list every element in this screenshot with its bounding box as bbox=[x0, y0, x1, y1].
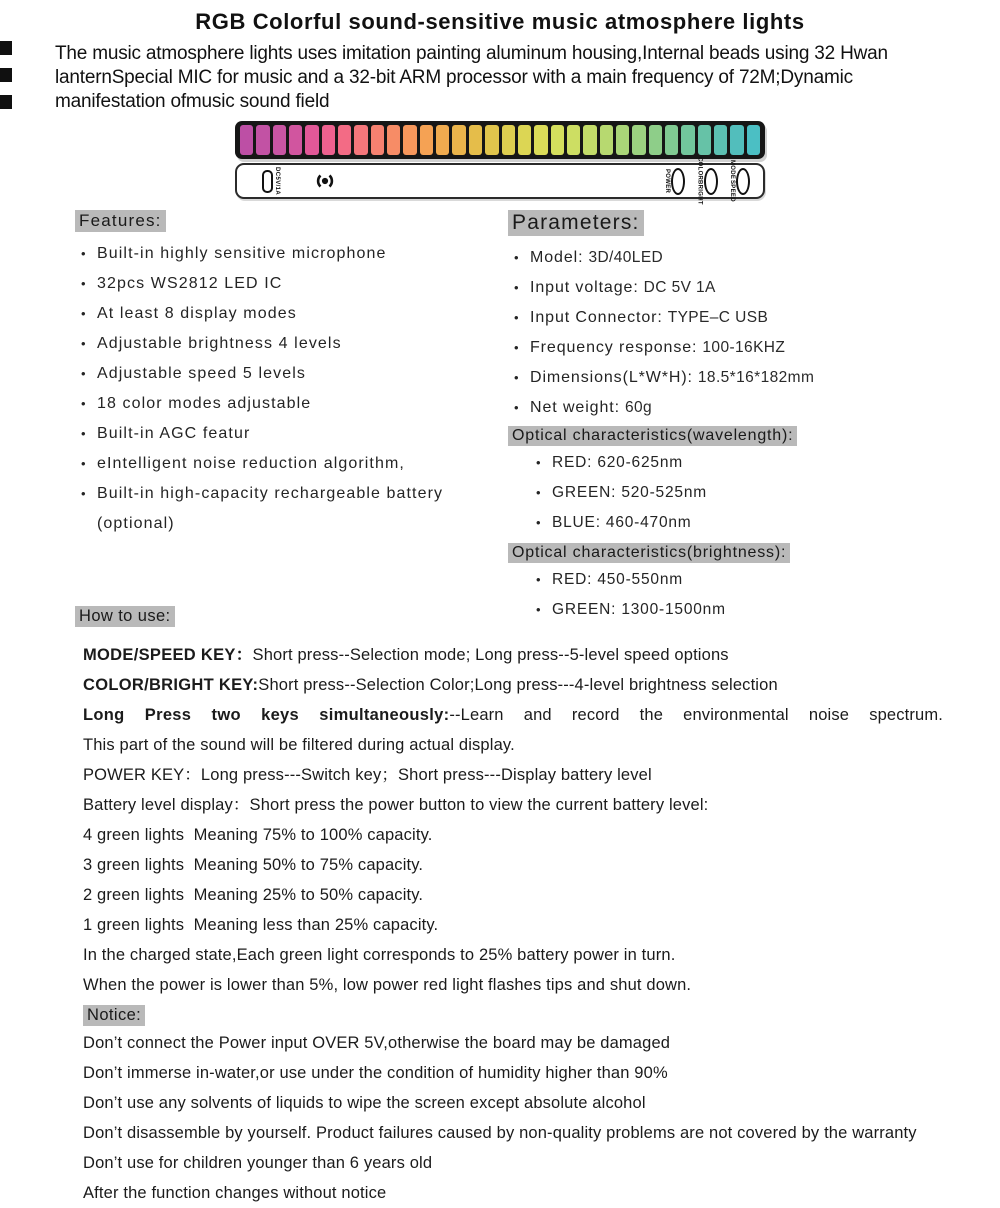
parameter-value: 100-16KHZ bbox=[702, 339, 786, 356]
feature-item-text: Built-in high-capacity rechargeable battery (optional) bbox=[97, 485, 444, 532]
parameter-value: 60g bbox=[624, 399, 653, 416]
led-segment bbox=[256, 125, 269, 155]
led-segment bbox=[240, 125, 253, 155]
device-button-label-line: COLOR bbox=[696, 157, 703, 181]
how-to-use-line-text: This part of the sound will be filtered during actual display. bbox=[83, 736, 515, 754]
bullet-icon: • bbox=[81, 246, 87, 261]
led-segment bbox=[632, 125, 645, 155]
notice-line: Don’t immerse in-water,or use under the condition of humidity higher than 90% bbox=[83, 1064, 668, 1082]
led-segment bbox=[420, 125, 433, 155]
led-segment bbox=[681, 125, 694, 155]
how-to-use-line-text: Battery level display：Short press the power button to view the current battery level: bbox=[83, 796, 709, 814]
feature-item-text: Adjustable speed 5 levels bbox=[97, 365, 306, 382]
how-to-use-line-lead: MODE/SPEED KEY： bbox=[83, 646, 253, 664]
notice-line: Don’t connect the Power input OVER 5V,otherwise the board may be damaged bbox=[83, 1034, 671, 1052]
control-panel bbox=[235, 157, 765, 205]
bullet-icon: • bbox=[514, 250, 520, 265]
parameter-item bbox=[508, 393, 970, 423]
feature-item-text: 18 color modes adjustable bbox=[97, 395, 312, 412]
how-to-use-line bbox=[83, 670, 943, 700]
optical-wavelength-item bbox=[530, 508, 970, 538]
led-segment bbox=[469, 125, 482, 155]
parameter-item bbox=[508, 273, 970, 303]
how-to-use-line-text: When the power is lower than 5%, low power red light flashes tips and shut down. bbox=[83, 976, 692, 994]
features-column bbox=[75, 210, 508, 627]
led-segment bbox=[714, 125, 727, 155]
parameter-item bbox=[508, 363, 970, 393]
led-segment bbox=[354, 125, 367, 155]
feature-item-text: Adjustable brightness 4 levels bbox=[97, 335, 342, 352]
feature-item-text: Built-in AGC featur bbox=[97, 425, 251, 442]
feature-item-text: eIntelligent noise reduction algorithm, bbox=[97, 455, 405, 472]
led-segment bbox=[436, 125, 449, 155]
notice-line: Don’t use any solvents of liquids to wipe the screen except absolute alcohol bbox=[83, 1094, 646, 1112]
page-title: RGB Colorful sound-sensitive music atmosphere lights bbox=[195, 9, 805, 34]
parameter-item-text bbox=[530, 393, 652, 423]
parameter-item-text bbox=[530, 363, 814, 393]
optical-brightness-item-text: RED: 450-550nm bbox=[552, 571, 683, 588]
how-to-use-line-text: --Learn and record the environmental noise spectrum. bbox=[449, 706, 943, 724]
parameter-label: Input voltage: bbox=[530, 279, 639, 296]
led-segment bbox=[502, 125, 515, 155]
how-to-use-heading: How to use: bbox=[75, 606, 175, 627]
bullet-icon: • bbox=[514, 280, 520, 295]
device-button-oval bbox=[736, 168, 750, 195]
parameter-label: Net weight: bbox=[530, 399, 620, 416]
how-to-use-line bbox=[83, 790, 943, 820]
parameter-label: Input Connector: bbox=[530, 309, 663, 326]
bullet-icon: • bbox=[81, 396, 87, 411]
parameters-list bbox=[508, 243, 970, 423]
led-segment bbox=[616, 125, 629, 155]
parameter-item-text bbox=[530, 303, 768, 333]
device-button-label-line: SPEED bbox=[729, 179, 735, 202]
bullet-icon: • bbox=[536, 485, 542, 500]
notice-heading-row bbox=[83, 1005, 1000, 1026]
optical-wavelength-heading: Optical characteristics(wavelength): bbox=[508, 426, 797, 446]
spec-columns bbox=[75, 210, 1000, 627]
led-segment bbox=[273, 125, 286, 155]
feature-item-text: At least 8 display modes bbox=[97, 305, 297, 322]
device-button-oval bbox=[671, 168, 685, 195]
led-segment bbox=[583, 125, 596, 155]
led-segment bbox=[452, 125, 465, 155]
how-to-use-line-text: In the charged state,Each green light corresponds to 25% battery power in turn. bbox=[83, 946, 676, 964]
led-segment bbox=[567, 125, 580, 155]
bullet-icon: • bbox=[81, 276, 87, 291]
led-segment bbox=[289, 125, 302, 155]
feature-item bbox=[75, 299, 508, 329]
how-to-use-line-text: 2 green lights Meaning 25% to 50% capacity. bbox=[83, 886, 424, 904]
how-to-use-line-text: POWER KEY：Long press---Switch key；Short press---Display battery level bbox=[83, 766, 652, 784]
bullet-icon: • bbox=[81, 456, 87, 471]
notice-line: Don’t disassemble by yourself. Product failures caused by non-quality problems are not covered by the warranty bbox=[83, 1124, 917, 1142]
notice-body bbox=[83, 1028, 963, 1208]
parameter-value: 18.5*16*182mm bbox=[697, 369, 815, 386]
optical-brightness-heading: Optical characteristics(brightness): bbox=[508, 543, 790, 563]
bullet-icon: • bbox=[514, 400, 520, 415]
how-to-use-line bbox=[83, 850, 943, 880]
optical-wavelength-item-text: GREEN: 520-525nm bbox=[552, 484, 707, 501]
how-to-use-body bbox=[83, 640, 943, 1000]
led-segment bbox=[698, 125, 711, 155]
led-segment bbox=[649, 125, 662, 155]
feature-item bbox=[75, 269, 508, 299]
optical-brightness-item bbox=[530, 595, 970, 625]
bullet-icon: • bbox=[514, 340, 520, 355]
how-to-use-line-lead: COLOR/BRIGHT KEY: bbox=[83, 676, 259, 694]
parameter-item bbox=[508, 243, 970, 273]
feature-item bbox=[75, 239, 508, 269]
how-to-use-line bbox=[83, 970, 943, 1000]
parameter-value: 3D/40LED bbox=[588, 249, 664, 266]
how-to-use-line bbox=[83, 760, 943, 790]
optical-brightness-item bbox=[530, 565, 970, 595]
parameter-item-text bbox=[530, 333, 785, 363]
how-to-use-line-lead: Long Press two keys simultaneously: bbox=[83, 706, 450, 724]
how-to-use-line-text: Short press--Selection mode; Long press--5-level speed options bbox=[252, 646, 729, 664]
bullet-icon: • bbox=[514, 310, 520, 325]
bullet-icon: • bbox=[81, 486, 87, 501]
how-to-use-line bbox=[83, 880, 943, 910]
feature-item bbox=[75, 449, 508, 479]
how-to-use-heading-row bbox=[75, 606, 508, 627]
how-to-use-line bbox=[83, 910, 943, 940]
bullet-icon: • bbox=[536, 602, 542, 617]
optical-wavelength-item-text: BLUE: 460-470nm bbox=[552, 514, 692, 531]
how-to-use-line-text: 3 green lights Meaning 50% to 75% capacity. bbox=[83, 856, 424, 874]
optical-wavelength-item bbox=[530, 478, 970, 508]
mic-icon bbox=[310, 173, 340, 189]
edge-mark bbox=[0, 41, 12, 55]
how-to-use-line bbox=[83, 940, 943, 970]
notice-line: Don’t use for children younger than 6 years old bbox=[83, 1154, 433, 1172]
led-segment bbox=[485, 125, 498, 155]
how-to-use-line-text: Short press--Selection Color;Long press---4-level brightness selection bbox=[258, 676, 778, 694]
led-segment bbox=[730, 125, 743, 155]
led-segment bbox=[518, 125, 531, 155]
led-segment bbox=[305, 125, 318, 155]
device-button-group bbox=[696, 157, 718, 205]
device-button-label-line: POWER bbox=[664, 168, 670, 194]
device-buttons bbox=[664, 157, 751, 205]
feature-item bbox=[75, 479, 508, 539]
device-button-group bbox=[664, 168, 686, 195]
optical-brightness-list bbox=[530, 565, 970, 625]
device-button-label bbox=[664, 169, 671, 193]
led-segment bbox=[338, 125, 351, 155]
feature-item bbox=[75, 329, 508, 359]
optical-wavelength-heading-row bbox=[508, 423, 970, 446]
led-segment bbox=[551, 125, 564, 155]
features-list bbox=[75, 239, 508, 539]
how-to-use-line bbox=[83, 730, 943, 760]
optical-wavelength-item-text: RED: 620-625nm bbox=[552, 454, 683, 471]
feature-item bbox=[75, 419, 508, 449]
parameter-item bbox=[508, 333, 970, 363]
device-button-label bbox=[696, 157, 703, 205]
led-segment bbox=[371, 125, 384, 155]
feature-item-text: 32pcs WS2812 LED IC bbox=[97, 275, 283, 292]
led-segment bbox=[403, 125, 416, 155]
parameter-label: Model: bbox=[530, 249, 584, 266]
led-segment bbox=[665, 125, 678, 155]
bullet-icon: • bbox=[514, 370, 520, 385]
device-button-oval bbox=[704, 168, 718, 195]
parameters-heading-row bbox=[508, 210, 970, 236]
how-to-use-line-text: 1 green lights Meaning less than 25% capacity. bbox=[83, 916, 439, 934]
optical-wavelength-list bbox=[530, 448, 970, 538]
bullet-icon: • bbox=[536, 515, 542, 530]
bullet-icon: • bbox=[81, 306, 87, 321]
feature-item-text: Built-in highly sensitive microphone bbox=[97, 245, 387, 262]
device-button-label-line: MODE bbox=[729, 160, 735, 180]
led-segment bbox=[534, 125, 547, 155]
device-illustration bbox=[235, 121, 765, 205]
parameter-label: Dimensions(L*W*H): bbox=[530, 369, 693, 386]
port-voltage-label: DC5V/1A bbox=[274, 166, 280, 196]
bullet-icon: • bbox=[81, 336, 87, 351]
parameter-value: TYPE–C USB bbox=[667, 309, 769, 326]
parameter-item bbox=[508, 303, 970, 333]
how-to-use-line bbox=[83, 640, 943, 670]
led-segment bbox=[747, 125, 760, 155]
parameter-label: Frequency response: bbox=[530, 339, 698, 356]
parameter-value: DC 5V 1A bbox=[643, 279, 716, 296]
how-to-use-line bbox=[83, 820, 943, 850]
parameter-item-text bbox=[530, 243, 663, 273]
usb-c-port-icon bbox=[262, 170, 273, 193]
notice-line: After the function changes without notice bbox=[83, 1184, 387, 1202]
optical-brightness-heading-row bbox=[508, 540, 970, 563]
feature-item bbox=[75, 359, 508, 389]
led-segment bbox=[387, 125, 400, 155]
device-button-label bbox=[729, 160, 736, 201]
bullet-icon: • bbox=[536, 455, 542, 470]
parameters-heading: Parameters: bbox=[508, 210, 644, 236]
device-button-label-line: BRIGHT bbox=[696, 180, 703, 205]
intro-paragraph: The music atmosphere lights uses imitation painting aluminum housing,Internal beads using 32 Hwan lanternSpecial MIC for music and a 32-bit ARM processor with a main frequency of 72M;Dynamic manifestation ofmusic sound field bbox=[55, 43, 888, 112]
feature-item bbox=[75, 389, 508, 419]
how-to-use-line bbox=[83, 700, 943, 730]
parameter-item-text bbox=[530, 273, 716, 303]
features-heading: Features: bbox=[75, 210, 166, 232]
optical-wavelength-item bbox=[530, 448, 970, 478]
led-segment bbox=[600, 125, 613, 155]
device-button-group bbox=[729, 160, 751, 201]
bullet-icon: • bbox=[81, 366, 87, 381]
optical-brightness-item-text: GREEN: 1300-1500nm bbox=[552, 601, 726, 618]
parameters-column bbox=[508, 210, 1000, 627]
led-segment bbox=[322, 125, 335, 155]
usb-port-group bbox=[262, 167, 280, 195]
notice-heading: Notice: bbox=[83, 1005, 145, 1026]
bullet-icon: • bbox=[81, 426, 87, 441]
how-to-use-line-text: 4 green lights Meaning 75% to 100% capacity. bbox=[83, 826, 433, 844]
led-bar bbox=[235, 121, 765, 159]
edge-mark bbox=[0, 95, 12, 109]
edge-mark bbox=[0, 68, 12, 82]
bullet-icon: • bbox=[536, 572, 542, 587]
features-heading-row bbox=[75, 210, 508, 232]
